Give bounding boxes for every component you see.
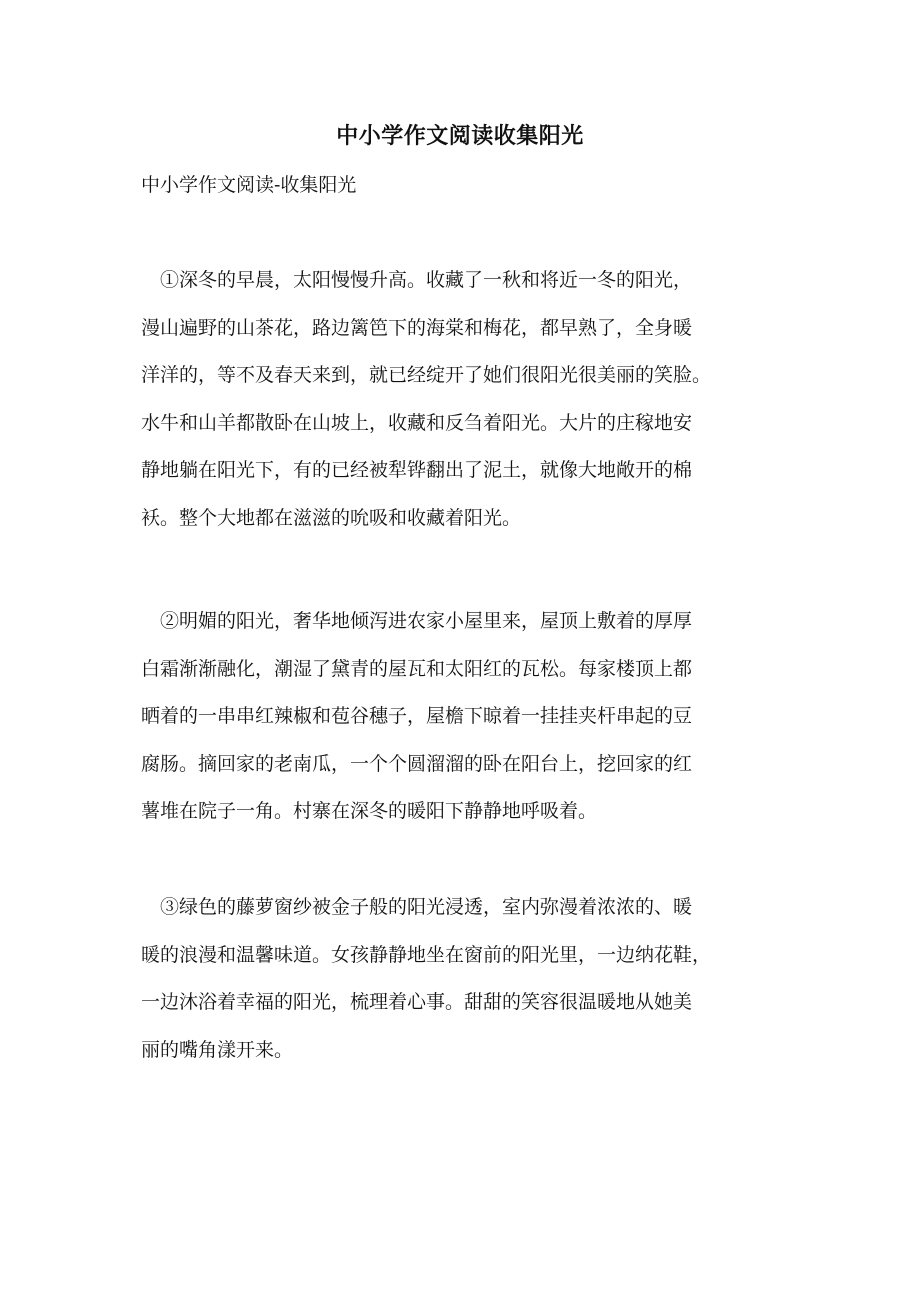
paragraph-line: 水牛和山羊都散卧在山坡上，收藏和反刍着阳光。大片的庄稼地安 xyxy=(141,411,693,434)
document-subtitle: 中小学作文阅读-收集阳光 xyxy=(141,174,357,196)
paragraph-line: 腐肠。摘回家的老南瓜，一个个圆溜溜的卧在阳台上，挖回家的红 xyxy=(141,752,693,775)
paragraph-line: ③绿色的藤萝窗纱被金子般的阳光浸透，室内弥漫着浓浓的、暖 xyxy=(141,896,693,918)
paragraph-2 xyxy=(141,598,781,836)
paragraph-line: 袄。整个大地都在滋滋的吮吸和收藏着阳光。 xyxy=(141,506,522,529)
paragraph-line: 薯堆在院子一角。村寨在深冬的暖阳下静静地呼吸着。 xyxy=(141,800,598,822)
paragraph-line: 漫山遍野的山茶花，路边篱笆下的海棠和梅花，都早熟了，全身暖 xyxy=(141,316,693,339)
paragraph-1 xyxy=(141,257,781,542)
paragraph-line: 一边沐浴着幸福的阳光，梳理着心事。甜甜的笑容很温暖地从她美 xyxy=(141,991,693,1013)
document-title: 中小学作文阅读收集阳光 xyxy=(336,123,584,149)
paragraph-line: 静地躺在阳光下，有的已经被犁铧翻出了泥土，就像大地敞开的棉 xyxy=(141,459,693,481)
paragraph-line: 白霜渐渐融化，潮湿了黛青的屋瓦和太阳红的瓦松。每家楼顶上都 xyxy=(141,657,693,680)
paragraph-line: 晒着的一串串红辣椒和苞谷穗子，屋檐下晾着一挂挂夹杆串起的豆 xyxy=(141,705,693,727)
paragraph-line: 丽的嘴角漾开来。 xyxy=(141,1038,294,1061)
paragraph-line: 暖的浪漫和温馨味道。女孩静静地坐在窗前的阳光里，一边纳花鞋， xyxy=(141,943,712,966)
paragraph-line: ①深冬的早晨，太阳慢慢升高。收藏了一秋和将近一冬的阳光， xyxy=(141,269,693,291)
paragraph-3 xyxy=(141,884,781,1074)
paragraph-line: ②明媚的阳光，奢华地倾泻进农家小屋里来，屋顶上敷着的厚厚 xyxy=(141,610,693,632)
paragraph-line: 洋洋的，等不及春天来到，就已经绽开了她们很阳光很美丽的笑脸。 xyxy=(141,364,712,386)
